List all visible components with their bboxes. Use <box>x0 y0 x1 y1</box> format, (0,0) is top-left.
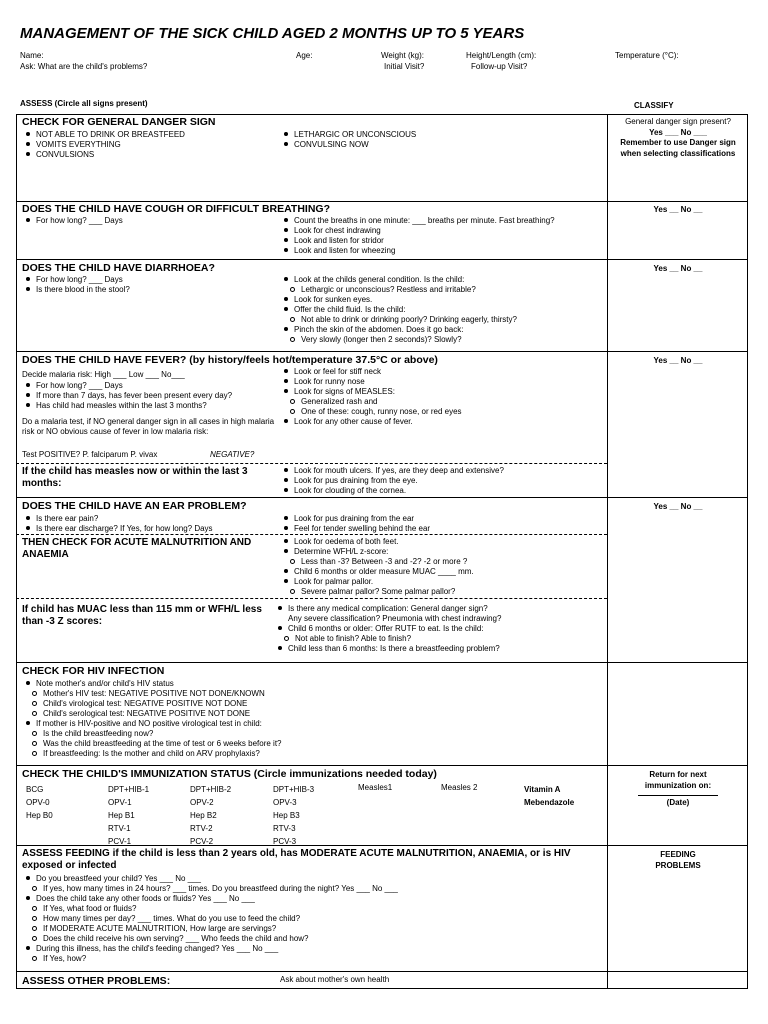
immunization-col-4: DPT+HIB-3 OPV-3 Hep B3 RTV-3 PCV-3 <box>273 785 315 846</box>
list-item: Look or feel for stiff neck <box>284 367 462 377</box>
list-item: Look for clouding of the cornea. <box>284 486 504 496</box>
list-item: Feel for tender swelling behind the ear <box>284 524 430 534</box>
list-item: During this illness, has the child's feeding changed? Yes ___ No ___ <box>26 944 398 954</box>
hiv-list <box>26 679 282 759</box>
page-title: MANAGEMENT OF THE SICK CHILD AGED 2 MONTHS UP TO 5 YEARS <box>20 25 525 42</box>
list-item: CONVULSING NOW <box>284 140 416 150</box>
danger-sign-heading: CHECK FOR GENERAL DANGER SIGN <box>22 116 216 128</box>
temperature-field: Temperature (°C): <box>615 51 679 60</box>
list-item: Note mother's and/or child's HIV status <box>26 679 282 689</box>
list-item: Count the breaths in one minute: ___ breaths per minute. Fast breathing? <box>284 216 555 226</box>
list-item: Is there any medical complication: General danger sign? <box>278 604 501 614</box>
feeding-classify: FEEDING PROBLEMS <box>655 850 701 870</box>
list-item: One of these: cough, runny nose, or red eyes <box>284 407 462 417</box>
list-item: Is there blood in the stool? <box>26 285 130 295</box>
list-item: Child's virological test: NEGATIVE POSITIVE NOT DONE <box>26 699 282 709</box>
immunization-classify: Return for next immunization on: (Date) <box>608 770 748 809</box>
cough-classify: Yes __ No __ <box>653 205 703 214</box>
list-item: Look and listen for stridor <box>284 236 555 246</box>
diarrhoea-heading: DOES THE CHILD HAVE DIARRHOEA? <box>22 262 215 274</box>
age-field: Age: <box>296 51 313 60</box>
mothers-health-note: Ask about mother's own health <box>280 975 390 984</box>
malaria-test-result: Test POSITIVE? P. falciparum P. vivax <box>22 450 158 459</box>
ear-left-list <box>26 514 213 534</box>
list-item: VOMITS EVERYTHING <box>26 140 185 150</box>
cough-left-list <box>26 216 123 226</box>
row-divider <box>16 497 748 498</box>
immunization-col-3: DPT+HIB-2 OPV-2 Hep B2 RTV-2 PCV-2 <box>190 785 232 846</box>
muac-heading: If child has MUAC less than 115 mm or WFH/L less than -3 Z scores: <box>22 604 262 627</box>
list-item: If more than 7 days, has fever been present every day? <box>26 391 232 401</box>
list-item: Very slowly (longer then 2 seconds)? Slowly? <box>284 335 517 345</box>
fever-right-list <box>284 367 462 427</box>
list-item: Look for oedema of both feet. <box>284 537 474 547</box>
cough-heading: DOES THE CHILD HAVE COUGH OR DIFFICULT BREATHING? <box>22 203 330 215</box>
list-item: If MODERATE ACUTE MALNUTRITION, How large are servings? <box>26 924 398 934</box>
list-item: Look and listen for wheezing <box>284 246 555 256</box>
list-item: Offer the child fluid. Is the child: <box>284 305 517 315</box>
list-item: If Yes, how? <box>26 954 398 964</box>
list-item: If mother is HIV-positive and NO positive virological test in child: <box>26 719 282 729</box>
list-item: LETHARGIC OR UNCONSCIOUS <box>284 130 416 140</box>
list-item: Lethargic or unconscious? Restless and irritable? <box>284 285 517 295</box>
row-divider <box>16 201 748 202</box>
row-divider <box>16 351 748 352</box>
list-item: For how long? ___ Days <box>26 275 130 285</box>
name-field: Name: <box>20 51 44 60</box>
row-divider <box>16 765 748 766</box>
immunization-col-2: DPT+HIB-1 OPV-1 Hep B1 RTV-1 PCV-1 <box>108 785 150 846</box>
list-item: Look at the childs general condition. Is the child: <box>284 275 517 285</box>
row-divider <box>16 662 748 663</box>
danger-sign-right-list <box>284 130 416 150</box>
classify-label: CLASSIFY <box>634 101 674 110</box>
row-divider-dashed <box>16 598 607 599</box>
cough-right-list <box>284 216 555 256</box>
list-item: CONVULSIONS <box>26 150 185 160</box>
danger-sign-left-list <box>26 130 185 160</box>
malaria-test-note: Do a malaria test, if NO general danger sign in all cases in high malaria risk or NO obvious cause of fever in low malaria risk: <box>22 417 275 436</box>
danger-classify: General danger sign present? Yes ___ No ___ Remember to use Danger sign when selecting classifications <box>620 117 736 158</box>
other-problems-heading: ASSESS OTHER PROBLEMS: <box>22 975 171 987</box>
list-item: Look for mouth ulcers. If yes, are they deep and extensive? <box>284 466 504 476</box>
row-divider <box>16 971 748 972</box>
measles-right-list <box>284 466 504 496</box>
list-item: Not able to finish? Able to finish? <box>278 634 501 644</box>
immunization-col-6: Measles 2 <box>441 783 478 792</box>
list-item: Look for chest indrawing <box>284 226 555 236</box>
malnutrition-right-list <box>284 537 474 597</box>
malaria-test-negative: NEGATIVE? <box>210 450 255 459</box>
list-item: Has child had measles within the last 3 months? <box>26 401 232 411</box>
list-item: NOT ABLE TO DRINK OR BREASTFEED <box>26 130 185 140</box>
list-item: Child's serological test: NEGATIVE POSITIVE NOT DONE <box>26 709 282 719</box>
immunization-col-5: Measles1 <box>358 783 393 792</box>
hiv-heading: CHECK FOR HIV INFECTION <box>22 665 165 677</box>
ear-heading: DOES THE CHILD HAVE AN EAR PROBLEM? <box>22 500 247 512</box>
list-item: For how long? ___ Days <box>26 381 232 391</box>
malnutrition-heading: THEN CHECK FOR ACUTE MALNUTRITION AND ANAEMIA <box>22 537 252 560</box>
list-item: Is the child breastfeeding now? <box>26 729 282 739</box>
list-item: Is there ear pain? <box>26 514 213 524</box>
list-item: Child 6 months or older: Offer RUTF to eat. Is the child: <box>278 624 501 634</box>
initial-visit-field: Initial Visit? <box>384 62 425 71</box>
immunization-col-7: Vitamin A Mebendazole <box>524 785 575 807</box>
list-item: Does the child take any other foods or fluids? Yes ___ No ___ <box>26 894 398 904</box>
list-item: Do you breastfeed your child? Yes ___ No ___ <box>26 874 398 884</box>
assess-label: ASSESS (Circle all signs present) <box>20 99 148 108</box>
feeding-heading: ASSESS FEEDING if the child is less than 2 years old, has MODERATE ACUTE MALNUTRITION, ANAEMIA, or is HIV exposed or infected <box>22 848 571 871</box>
list-item: If breastfeeding: Is the mother and child on ARV prophylaxis? <box>26 749 282 759</box>
list-item: Determine WFH/L z-score: <box>284 547 474 557</box>
fever-classify: Yes __ No __ <box>653 356 703 365</box>
list-item: Look for pus draining from the ear <box>284 514 430 524</box>
list-item: Was the child breastfeeding at the time of test or 6 weeks before it? <box>26 739 282 749</box>
list-item: Look for pus draining from the eye. <box>284 476 504 486</box>
list-item: For how long? ___ Days <box>26 216 123 226</box>
list-item: Severe palmar pallor? Some palmar pallor? <box>284 587 474 597</box>
fever-left-list <box>26 381 232 411</box>
immunization-heading: CHECK THE CHILD'S IMMUNIZATION STATUS (Circle immunizations needed today) <box>22 768 437 780</box>
immunization-col-1: BCG OPV-0 Hep B0 <box>26 785 53 820</box>
list-item: If Yes, what food or fluids? <box>26 904 398 914</box>
list-item: Look for runny nose <box>284 377 462 387</box>
list-item: Mother's HIV test: NEGATIVE POSITIVE NOT DONE/KNOWN <box>26 689 282 699</box>
malaria-risk: Decide malaria risk: High ___ Low ___ No___ <box>22 370 185 379</box>
list-item: Look for sunken eyes. <box>284 295 517 305</box>
list-item: How many times per day? ___ times. What do you use to feed the child? <box>26 914 398 924</box>
list-item: Pinch the skin of the abdomen. Does it go back: <box>284 325 517 335</box>
list-item: Look for any other cause of fever. <box>284 417 462 427</box>
problems-field: Ask: What are the child's problems? <box>20 62 148 71</box>
diarrhoea-classify: Yes __ No __ <box>653 264 703 273</box>
measles-heading: If the child has measles now or within the last 3 months: <box>22 466 248 489</box>
list-item: Child less than 6 months: Is there a breastfeeding problem? <box>278 644 501 654</box>
fever-heading: DOES THE CHILD HAVE FEVER? (by history/feels hot/temperature 37.5°C or above) <box>22 354 438 366</box>
list-item: If yes, how many times in 24 hours? ___ times. Do you breastfeed during the night? Yes ___ No ___ <box>26 884 398 894</box>
row-divider <box>16 259 748 260</box>
list-item: Less than -3? Between -3 and -2? -2 or more ? <box>284 557 474 567</box>
muac-right-list <box>278 604 501 654</box>
height-field: Height/Length (cm): <box>466 51 537 60</box>
row-divider-dashed <box>16 463 607 464</box>
diarrhoea-left-list <box>26 275 130 295</box>
list-item: Does the child receive his own serving? ___ Who feeds the child and how? <box>26 934 398 944</box>
list-item: Child 6 months or older measure MUAC ____ mm. <box>284 567 474 577</box>
ear-classify: Yes __ No __ <box>653 502 703 511</box>
diarrhoea-right-list <box>284 275 517 345</box>
list-item: Look for signs of MEASLES: <box>284 387 462 397</box>
list-item: Not able to drink or drinking poorly? Drinking eagerly, thirsty? <box>284 315 517 325</box>
feeding-list <box>26 874 398 964</box>
followup-visit-field: Follow-up Visit? <box>471 62 528 71</box>
ear-right-list <box>284 514 430 534</box>
list-item: Look for palmar pallor. <box>284 577 474 587</box>
list-item: Any severe classification? Pneumonia with chest indrawing? <box>288 614 502 623</box>
weight-field: Weight (kg): <box>381 51 424 60</box>
list-item: Is there ear discharge? If Yes, for how long? Days <box>26 524 213 534</box>
row-divider-dashed <box>16 534 607 535</box>
list-item: Generalized rash and <box>284 397 462 407</box>
